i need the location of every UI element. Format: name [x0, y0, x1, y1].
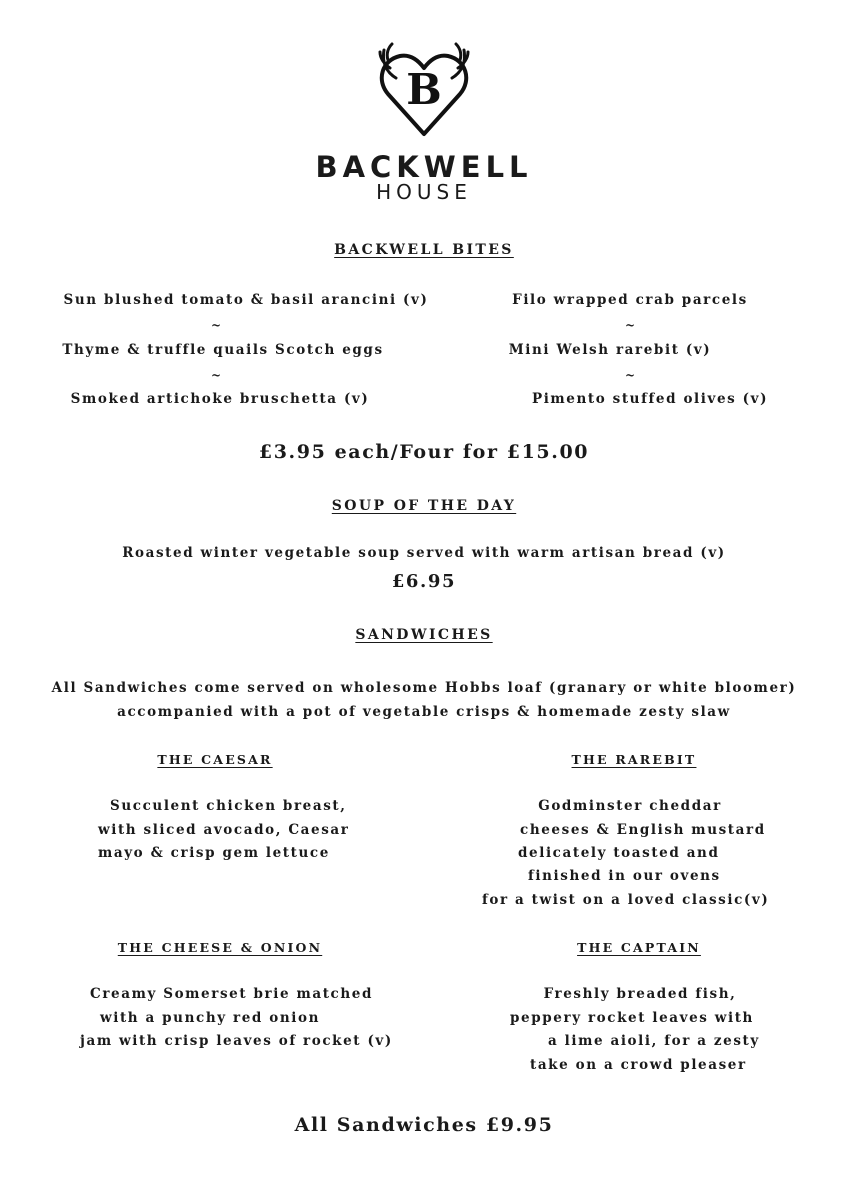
brand-name-line1: BACKWELL	[315, 150, 533, 184]
logo	[374, 42, 474, 142]
separator: ~	[624, 368, 636, 382]
captain-line: Freshly breaded fish,	[543, 986, 737, 1002]
cheese-onion-line: with a punchy red onion	[100, 1010, 321, 1026]
bite-left-3: Smoked artichoke bruschetta (v)	[70, 391, 370, 407]
sandwiches-title: SANDWICHES	[355, 627, 493, 643]
caesar-line: mayo & crisp gem lettuce	[98, 845, 330, 861]
brand-name-line2: HOUSE	[376, 180, 472, 204]
rarebit-line: Godminster cheddar	[538, 798, 722, 814]
rarebit-line: cheeses & English mustard	[520, 822, 766, 838]
separator: ~	[210, 368, 222, 382]
bites-price: £3.95 each/Four for £15.00	[258, 441, 590, 463]
sandwich-name-caesar: THE CAESAR	[157, 752, 273, 767]
heart-antler-logo-icon	[374, 42, 474, 142]
sandwiches-intro-line2: accompanied with a pot of vegetable crisps & homemade zesty slaw	[117, 704, 731, 720]
rarebit-line: finished in our ovens	[528, 868, 721, 884]
cheese-onion-line: jam with crisp leaves of rocket (v)	[80, 1033, 393, 1049]
rarebit-line: for a twist on a loved classic(v)	[482, 892, 770, 908]
captain-line: a lime aioli, for a zesty	[548, 1033, 760, 1049]
caesar-line: with sliced avocado, Caesar	[98, 822, 350, 838]
bite-right-2: Mini Welsh rarebit (v)	[508, 342, 712, 358]
bite-left-2: Thyme & truffle quails Scotch eggs	[62, 342, 384, 358]
separator: ~	[210, 318, 222, 332]
sandwich-name-rarebit: THE RAREBIT	[571, 752, 697, 767]
bite-right-1: Filo wrapped crab parcels	[512, 292, 748, 308]
sandwiches-intro-line1: All Sandwiches come served on wholesome Hobbs loaf (granary or white bloomer)	[51, 680, 797, 696]
soup-title: SOUP OF THE DAY	[331, 498, 517, 514]
sandwich-name-cheese-onion: THE CHEESE & ONION	[117, 940, 323, 955]
captain-line: take on a crowd pleaser	[530, 1057, 747, 1073]
sandwich-name-captain: THE CAPTAIN	[577, 940, 701, 955]
captain-line: peppery rocket leaves with	[510, 1010, 754, 1026]
bites-title: BACKWELL BITES	[334, 242, 514, 258]
sandwiches-price: All Sandwiches £9.95	[294, 1114, 554, 1136]
bite-right-3: Pimento stuffed olives (v)	[531, 391, 769, 407]
caesar-line: Succulent chicken breast,	[110, 798, 347, 814]
monogram-letter: B	[406, 65, 442, 114]
bite-left-1: Sun blushed tomato & basil arancini (v)	[63, 292, 429, 308]
soup-price: £6.95	[391, 571, 457, 592]
separator: ~	[624, 318, 636, 332]
cheese-onion-line: Creamy Somerset brie matched	[90, 986, 373, 1002]
rarebit-line: delicately toasted and	[518, 845, 720, 861]
soup-description: Roasted winter vegetable soup served with warm artisan bread (v)	[122, 545, 726, 561]
